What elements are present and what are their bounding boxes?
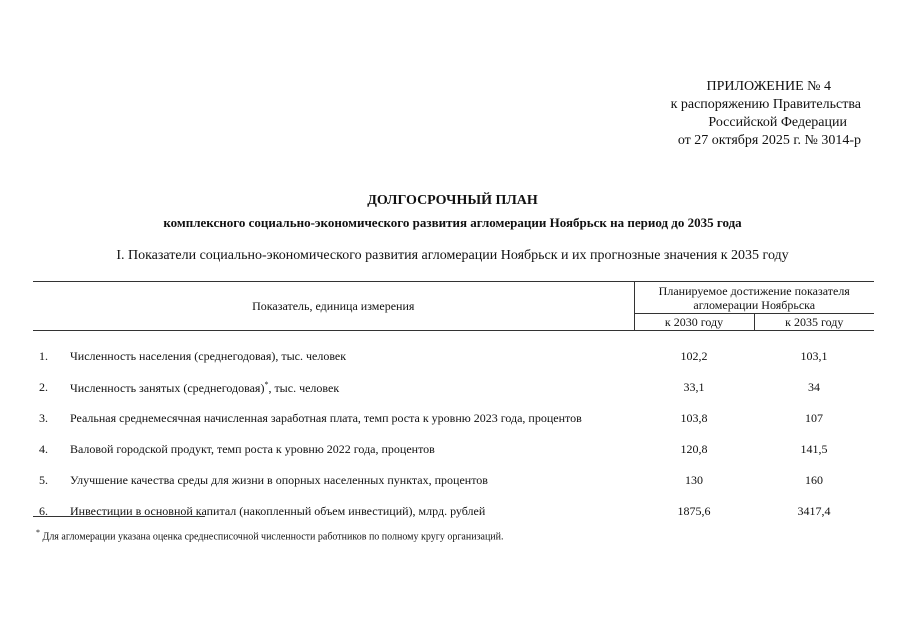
row-indicator: Улучшение качества среды для жизни в опорных населенных пунктах, процентов xyxy=(70,472,488,487)
row-value-2035: 160 xyxy=(805,472,823,487)
table-row xyxy=(33,495,874,526)
row-number: 5. xyxy=(39,472,48,487)
footnote-divider xyxy=(33,516,205,517)
row-number: 2. xyxy=(39,379,48,394)
footnote-mark: * xyxy=(264,380,269,389)
annex-title: ПРИЛОЖЕНИЕ № 4 xyxy=(706,79,831,94)
row-value-2030: 102,2 xyxy=(680,348,708,363)
table-row xyxy=(33,464,874,495)
row-value-2030: 130 xyxy=(685,472,703,487)
annex-line-date: от 27 октября 2025 г. № 3014-р xyxy=(677,133,861,148)
header-plan: Планируемое достижение показателя агломерации Ноябрьска xyxy=(634,282,874,314)
table-row xyxy=(33,433,874,464)
row-number: 1. xyxy=(39,348,48,363)
row-number: 3. xyxy=(39,410,48,425)
header-2030: к 2030 году xyxy=(634,314,754,331)
row-number: 6. xyxy=(39,503,48,518)
table-row xyxy=(33,371,874,402)
plan-subtitle: комплексного социально-экономического развития агломерации Ноябрьск на период до 2035 года xyxy=(163,215,742,230)
row-indicator: Инвестиции в основной капитал (накопленный объем инвестиций), млрд. рублей xyxy=(70,503,486,518)
footnote-text: Для агломерации указана оценка среднесписочной численности работников по полному кругу организаций. xyxy=(40,531,504,543)
table-row xyxy=(33,331,874,372)
header-indicator: Показатель, единица измерения xyxy=(33,282,634,331)
row-number: 4. xyxy=(39,441,48,456)
row-value-2035: 141,5 xyxy=(800,441,828,456)
row-value-2030: 33,1 xyxy=(683,379,705,394)
row-value-2035: 3417,4 xyxy=(797,503,831,518)
header-2035: к 2035 году xyxy=(754,314,874,331)
row-value-2030: 103,8 xyxy=(680,410,708,425)
row-value-2030: 1875,6 xyxy=(677,503,711,518)
row-value-2035: 34 xyxy=(808,379,820,394)
row-indicator: Численность населения (среднегодовая), тыс. человек xyxy=(70,348,347,363)
row-value-2035: 103,1 xyxy=(800,348,828,363)
table-row xyxy=(33,402,874,433)
annex-line-federation: Российской Федерации xyxy=(708,115,847,130)
row-value-2035: 107 xyxy=(805,410,823,425)
section-title: I. Показатели социально-экономического развития агломерации Ноябрьск и их прогнозные значения к 2035 году xyxy=(116,248,789,263)
row-value-2030: 120,8 xyxy=(680,441,708,456)
indicators-table xyxy=(33,281,874,526)
plan-title: ДОЛГОСРОЧНЫЙ ПЛАН xyxy=(367,193,538,208)
row-indicator: Численность занятых (среднегодовая)*, тыс. человек xyxy=(70,380,340,395)
footnote xyxy=(36,526,504,543)
footnote-mark: * xyxy=(36,528,40,537)
annex-line-order: к распоряжению Правительства xyxy=(670,97,861,112)
row-indicator: Валовой городской продукт, темп роста к уровню 2022 года, процентов xyxy=(70,441,435,456)
indicators-table-wrap xyxy=(33,281,874,526)
row-indicator: Реальная среднемесячная начисленная заработная плата, темп роста к уровню 2023 года, процентов xyxy=(70,410,582,425)
annex-header xyxy=(601,78,861,150)
